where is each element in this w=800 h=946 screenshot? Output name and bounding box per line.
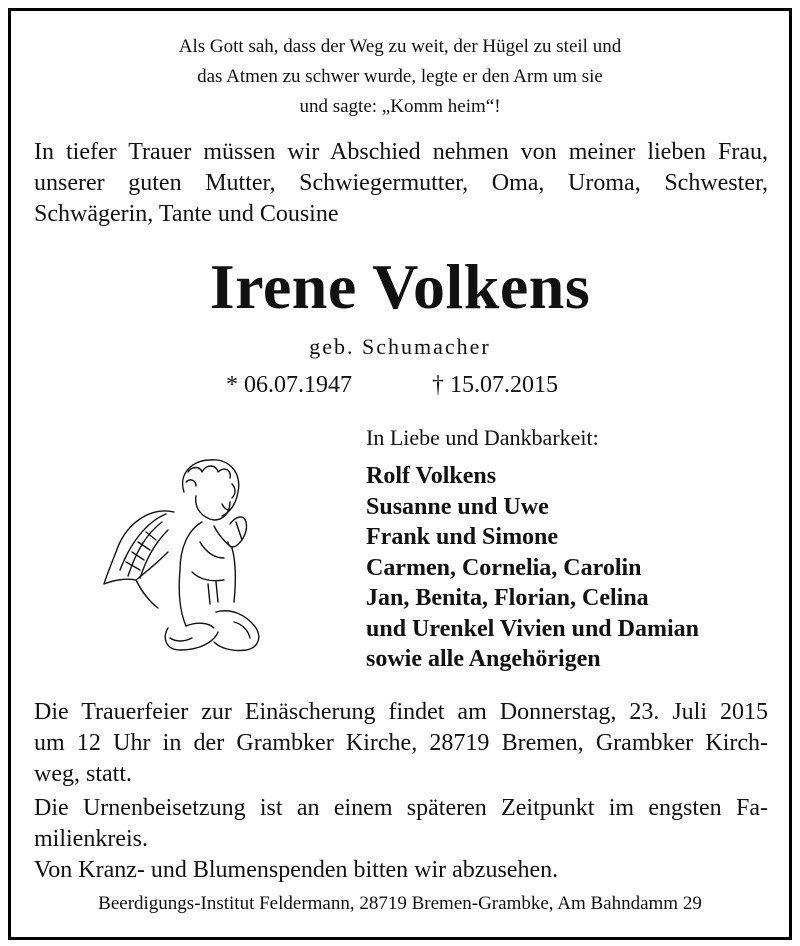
flowers-note: Von Kranz- und Blumenspenden bitten wir abzusehen. bbox=[34, 857, 559, 883]
verse-line: Als Gott sah, dass der Weg zu weit, der Hügel zu steil und bbox=[178, 36, 622, 57]
verse-line: das Atmen zu schwer wurde, legte er den Arm um sie bbox=[197, 66, 603, 87]
ceremony-info bbox=[34, 697, 768, 790]
verse-line: und sagte: „Komm heim“! bbox=[299, 96, 501, 117]
mourner-name: Jan, Benita, Florian, Celina bbox=[366, 585, 649, 611]
mourner-name: Susanne und Uwe bbox=[366, 493, 549, 520]
death-date: † 15.07.2015 bbox=[432, 372, 558, 398]
praying-angel-icon bbox=[96, 452, 268, 657]
verse bbox=[0, 32, 800, 122]
intro-line: unserer guten Mutter, Schwiegermutter, Oma, Uroma, Schwester, bbox=[34, 170, 768, 196]
mourner-name: sowie alle Angehörigen bbox=[366, 646, 601, 672]
mourner-name: Frank und Simone bbox=[366, 524, 559, 550]
ceremony-line: um 12 Uhr in der Grambker Kirche, 28719 Bremen, Grambker Kirch- bbox=[34, 730, 768, 756]
urn-line: milienkreis. bbox=[34, 826, 148, 852]
deceased-name: Irene Volkens bbox=[209, 251, 591, 322]
mourners-title: In Liebe und Dankbarkeit: bbox=[366, 425, 599, 450]
intro-line: In tiefer Trauer müssen wir Abschied nehmen von meiner lieben Frau, bbox=[34, 139, 768, 165]
ceremony-line: weg, statt. bbox=[34, 761, 132, 787]
intro-text bbox=[34, 137, 768, 230]
ceremony-line: Die Trauerfeier zur Einäscherung findet am Donnerstag, 23. Juli 2015 bbox=[34, 699, 768, 725]
mourner-name: Rolf Volkens bbox=[366, 463, 497, 489]
birth-name: geb. Schumacher bbox=[309, 334, 491, 359]
mourner-name: und Urenkel Vivien und Damian bbox=[366, 615, 699, 642]
mourner-name: Carmen, Cornelia, Carolin bbox=[366, 554, 642, 581]
mourners-list bbox=[366, 461, 699, 675]
urn-line: Die Urnenbeisetzung ist an einem späteren Zeitpunkt im engsten Fa- bbox=[34, 795, 768, 821]
funeral-home-footer: Beerdigungs-Institut Feldermann, 28719 Bremen-Grambke, Am Bahndamm 29 bbox=[98, 893, 702, 914]
birth-date: * 06.07.1947 bbox=[226, 372, 352, 398]
urn-info bbox=[34, 793, 768, 855]
intro-line: Schwägerin, Tante und Cousine bbox=[34, 201, 339, 227]
